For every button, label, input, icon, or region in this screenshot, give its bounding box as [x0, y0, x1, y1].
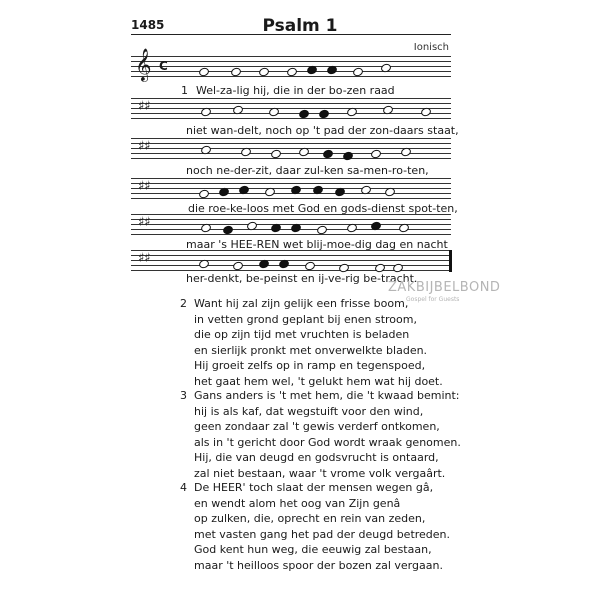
lyric-line-3: noch ne-der-zit, daar zul-ken sa-men-ro-ten,	[186, 164, 429, 177]
stanza-line: hij is als kaf, dat wegstuift voor den wind,	[194, 404, 424, 418]
watermark-logo: ZAKBIJBELBOND	[388, 280, 501, 295]
stanza-number: 4	[180, 481, 187, 494]
music-staff-6	[131, 250, 451, 272]
lyric-line-1: Wel-za-lig hij, die in der bo-zen raad	[196, 84, 395, 97]
stanza-line: Want hij zal zijn gelijk een frisse boom,	[194, 297, 409, 310]
music-staff-4	[131, 178, 451, 200]
stanza-line: zal niet bestaan, waar 't vrome volk vergaârt.	[194, 466, 446, 480]
stanza-line: die op zijn tijd met vruchten is beladen	[194, 328, 410, 341]
stanza-line: en wendt alom het oog van Zijn genâ	[194, 496, 401, 510]
lyric-line-6: her-denkt, be-peinst en ij-ve-rig be-tracht.	[186, 272, 418, 285]
stanza-line: God kent hun weg, die eeuwig zal bestaan,	[194, 543, 432, 556]
page-title: Psalm 1	[262, 16, 338, 36]
stanza-line: op zulken, die, oprecht en rein van zeden,	[194, 512, 426, 525]
verse-number-1: 1	[181, 84, 188, 97]
stanza-number: 3	[180, 389, 187, 402]
stanza-line: in vetten grond geplant bij enen stroom,	[194, 312, 417, 326]
stanza-line: Hij groeit zelfs op in ramp en tegenspoed,	[194, 359, 426, 372]
key-signature: ♯♯	[138, 215, 151, 230]
stanza-line: het gaat hem wel, 't gelukt hem wat hij doet.	[194, 374, 443, 388]
music-staff-3	[131, 138, 451, 160]
stanza-line: maar 't heilloos spoor der bozen zal vergaan.	[194, 558, 443, 572]
key-signature: ♯♯	[138, 139, 151, 154]
music-staff-1	[131, 48, 451, 81]
treble-clef-icon: 𝄞	[135, 48, 152, 81]
watermark-subtitle: Gospel for Guests	[406, 296, 460, 303]
lyric-line-5: maar 's HEE-REN wet blij-moe-dig dag en nacht	[186, 238, 448, 251]
lyric-line-4: die roe-ke-loos met God en gods-dienst spot-ten,	[188, 202, 458, 215]
stanza-line: geen zondaar zal 't gewis verderf ontkomen,	[194, 420, 440, 433]
mode-label: Ionisch	[413, 42, 449, 53]
stanza-line: en sierlijk pronkt met onverwelkte bladen.	[194, 343, 428, 357]
stanza-line: Hij, die van deugd en godsvrucht is ontaard,	[194, 451, 439, 464]
lyric-line-2: niet wan-delt, noch op 't pad der zon-daars staat,	[186, 124, 459, 137]
stanza-line: als in 't gericht door God wordt wraak genomen.	[194, 435, 461, 449]
key-signature: ♯♯	[138, 179, 151, 194]
stanza-line: Gans anders is 't met hem, die 't kwaad bemint:	[194, 389, 460, 402]
stanza-line: De HEER' toch slaat der mensen wegen gâ,	[194, 481, 434, 494]
music-staff-5	[131, 214, 451, 236]
final-barline	[449, 250, 452, 272]
music-staff-2	[131, 98, 451, 120]
key-signature: ♯♯	[138, 251, 151, 266]
stanza-number: 2	[180, 297, 187, 310]
page-number: 1485	[131, 18, 165, 32]
time-signature: C	[159, 59, 168, 73]
key-signature: ♯♯	[138, 99, 151, 114]
stanza-line: met vasten gang het pad der deugd betreden.	[194, 527, 451, 541]
